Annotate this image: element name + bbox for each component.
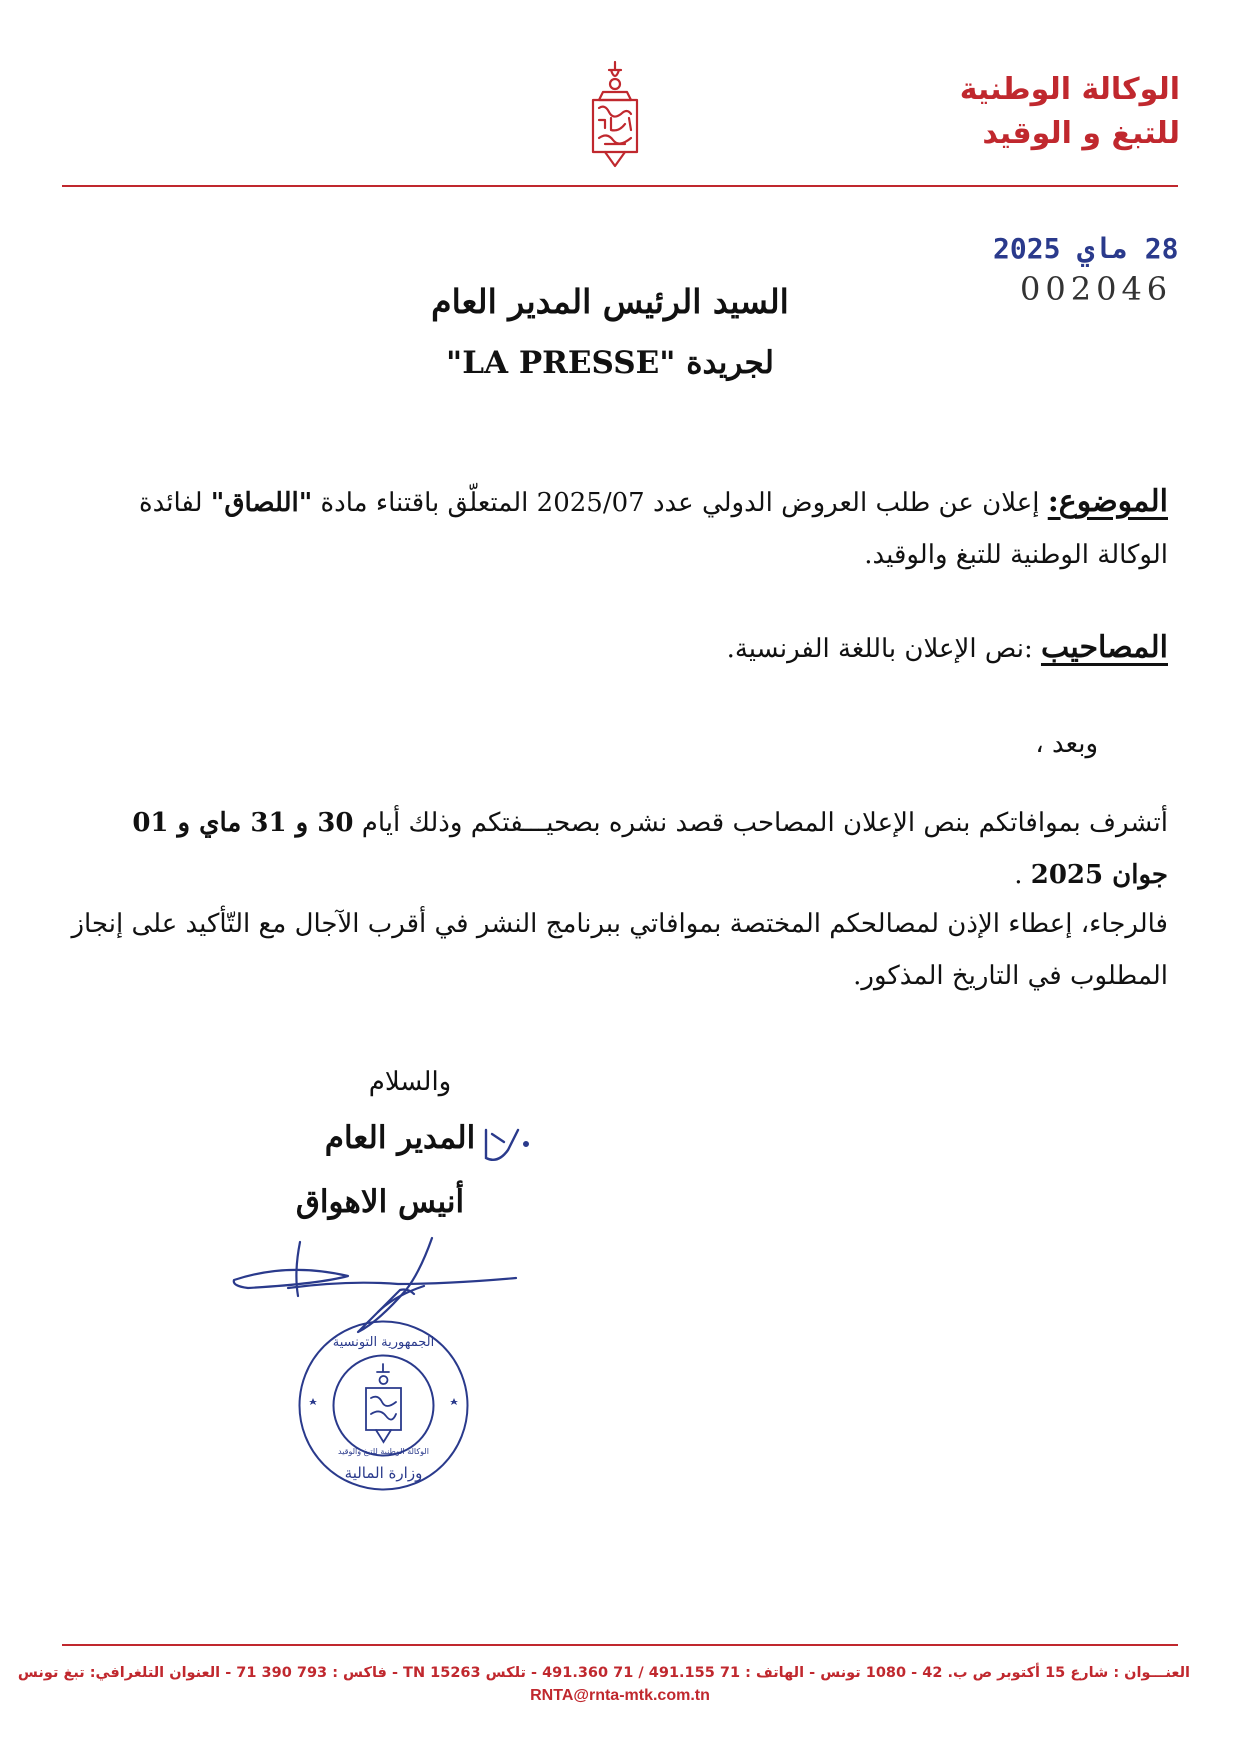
closing-word: والسلام	[368, 1067, 452, 1097]
initials-mark-icon	[478, 1120, 530, 1166]
subject-item: "اللصاق"	[210, 488, 313, 518]
official-seal-icon	[296, 1318, 471, 1493]
enclosure-text: :نص الإعلان باللغة الفرنسية.	[726, 634, 1041, 664]
recipient-title: السيد الرئيس المدير العام	[431, 282, 789, 321]
subject-text-end: لفائدة الوكالة الوطنية للتبغ والوقيد.	[139, 488, 1168, 570]
seal-text-top: الجمهورية التونسية	[332, 1335, 435, 1350]
footer-address: العنـــوان : شارع 15 أكتوبر ص ب. 42 - 1080 تونس - الهاتف : 71 491.155 / 71 491.360 - تلكس 15263 TN - فاكس : 793 390 71 - العنوان التلغرافي: تبغ تونس	[17, 1665, 1190, 1681]
greeting: وبعد ،	[1035, 729, 1098, 759]
enclosure-label: المصاحيب	[1040, 630, 1168, 665]
body-paragraph-2: فالرجاء، إعطاء الإذن لمصالحكم المختصة بموافاتي ببرنامج النشر في أقرب الآجال مع التّأكيد على إنجاز المطلوب في التاريخ المذكور.	[71, 909, 1168, 991]
body-paragraph-1-end: .	[1014, 860, 1031, 890]
agency-name-line1: الوكالة الوطنية	[959, 72, 1180, 107]
rnta-logo-icon	[575, 58, 655, 170]
seal-text-inner: الوكالة الوطنية للتبغ والوقيد	[338, 1447, 429, 1456]
enclosure-paragraph	[70, 622, 1168, 675]
seal-text-bottom: وزارة المالية	[344, 1464, 423, 1482]
recipient-newspaper: لجريدة "LA PRESSE"	[446, 345, 774, 381]
footer-email: RNTA@rnta-mtk.com.tn	[530, 1687, 710, 1704]
agency-name	[820, 68, 1180, 155]
publication-dates: 30 و 31 ماي و 01 جوان 2025	[132, 808, 1168, 890]
header-rule	[62, 185, 1178, 187]
date-stamp: 28 ماي 2025	[993, 232, 1179, 265]
signer-title: المدير العام	[324, 1120, 476, 1156]
subject-text: إعلان عن طلب العروض الدولي عدد 2025/07 المتعلّق باقتناء مادة	[312, 488, 1048, 518]
signer-name: أنيس الاهواق	[295, 1184, 465, 1220]
agency-name-line2: للتبغ و الوقيد	[982, 115, 1180, 151]
footer-rule	[62, 1644, 1178, 1646]
body-paragraph-1	[70, 797, 1168, 901]
subject-label: الموضوع:	[1047, 484, 1168, 519]
subject-paragraph	[70, 476, 1168, 581]
reference-number: 002046	[1020, 270, 1173, 308]
body-paragraph-1-text: أتشرف بموافاتكم بنص الإعلان المصاحب قصد نشره بصحيـــفتكم وذلك أيام	[353, 808, 1168, 838]
